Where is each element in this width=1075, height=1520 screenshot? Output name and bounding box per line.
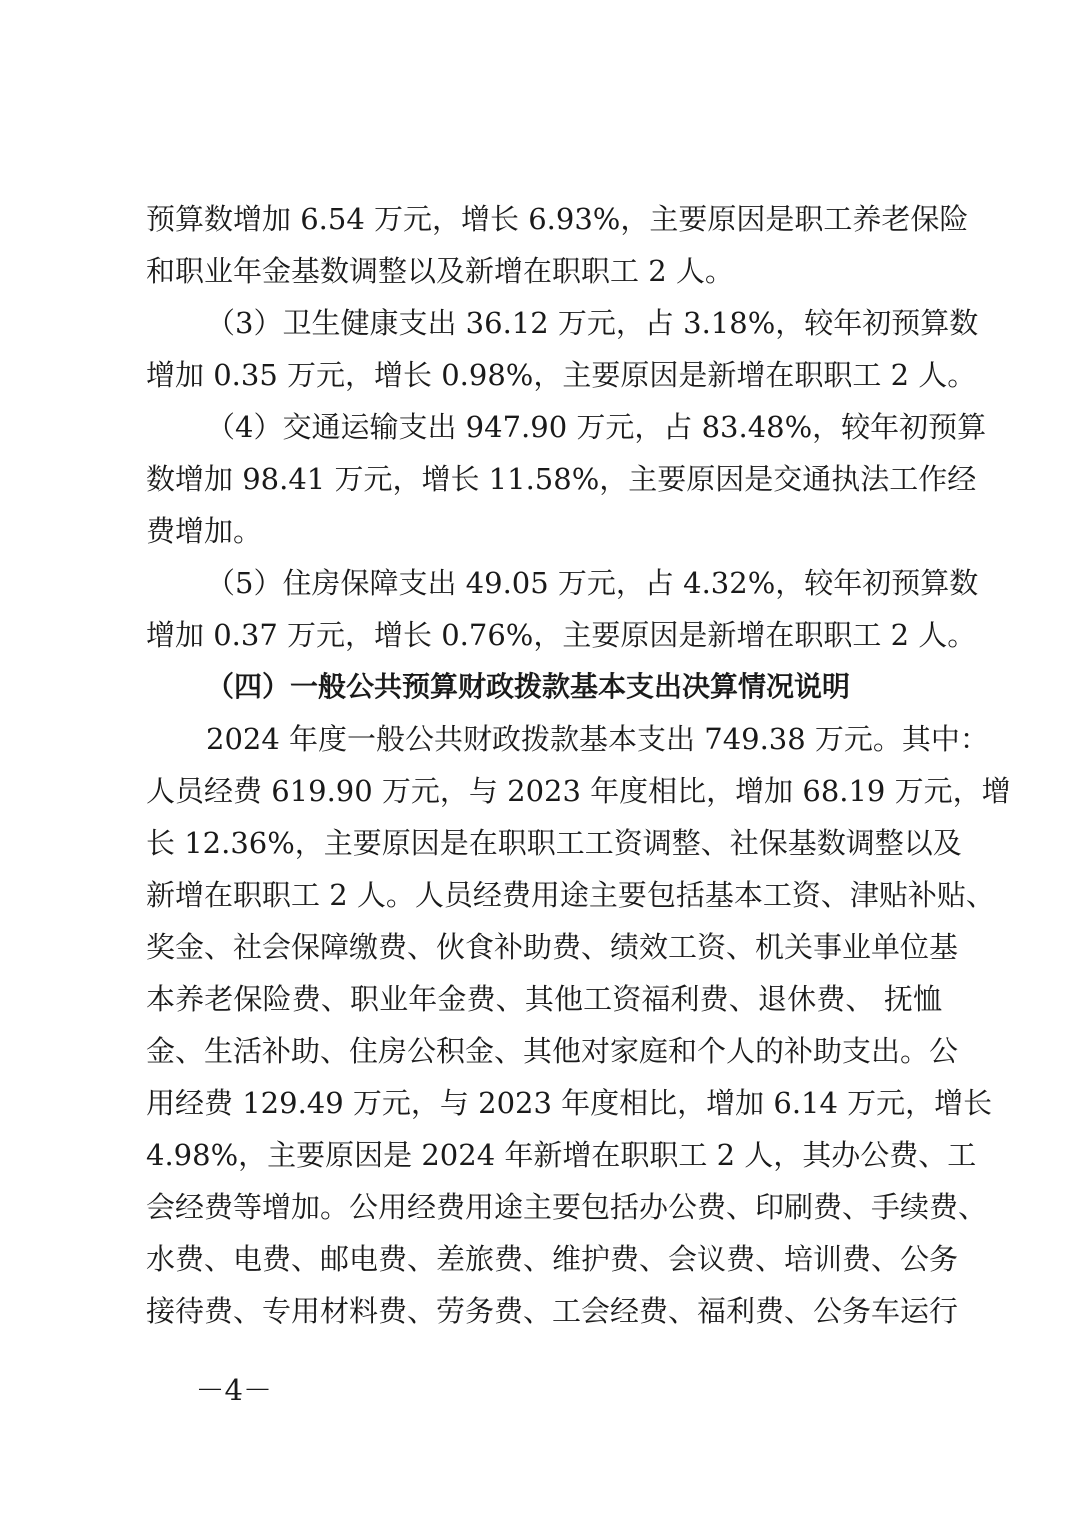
body-text-line: 本养老保险费、职业年金费、其他工资福利费、退休费、 抚恤 [146, 982, 942, 1016]
body-text-line: 人员经费 619.90 万元，与 2023 年度相比，增加 68.19 万元，增 [146, 774, 1011, 808]
body-text-line: 增加 0.37 万元，增长 0.76%，主要原因是新增在职职工 2 人。 [146, 618, 977, 652]
body-text-line: 增加 0.35 万元，增长 0.98%，主要原因是新增在职职工 2 人。 [146, 358, 977, 392]
body-text-line: 预算数增加 6.54 万元，增长 6.93%，主要原因是职工养老保险 [146, 202, 969, 236]
body-text-line: （3）卫生健康支出 36.12 万元，占 3.18%，较年初预算数 [206, 306, 979, 340]
body-text-line: 2024 年度一般公共财政拨款基本支出 749.38 万元。其中： [206, 722, 989, 756]
section-heading: （四）一般公共预算财政拨款基本支出决算情况说明 [206, 670, 851, 703]
body-text-line: 费增加。 [146, 514, 263, 548]
body-text-line: 4.98%，主要原因是 2024 年新增在职职工 2 人，其办公费、工 [146, 1138, 977, 1172]
page-number: －4－ [195, 1373, 272, 1407]
body-text-line: 接待费、专用材料费、劳务费、工会经费、福利费、公务车运行 [146, 1294, 959, 1328]
body-text-line: （5）住房保障支出 49.05 万元，占 4.32%，较年初预算数 [206, 566, 979, 600]
body-text-line: 数增加 98.41 万元，增长 11.58%，主要原因是交通执法工作经 [146, 462, 977, 496]
body-text-line: 会经费等增加。公用经费用途主要包括办公费、印刷费、手续费、 [146, 1190, 988, 1224]
body-text-line: 水费、电费、邮电费、差旅费、维护费、会议费、培训费、公务 [146, 1242, 959, 1276]
body-text-line: 用经费 129.49 万元，与 2023 年度相比，增加 6.14 万元，增长 [146, 1086, 993, 1120]
body-text-line: 金、生活补助、住房公积金、其他对家庭和个人的补助支出。公 [146, 1034, 959, 1068]
body-text-line: 长 12.36%，主要原因是在职职工工资调整、社保基数调整以及 [146, 826, 962, 860]
body-text-line: 新增在职职工 2 人。人员经费用途主要包括基本工资、津贴补贴、 [146, 878, 995, 912]
body-text-line: （4）交通运输支出 947.90 万元，占 83.48%，较年初预算 [206, 410, 987, 444]
body-text-line: 和职业年金基数调整以及新增在职职工 2 人。 [146, 254, 734, 288]
body-text-line: 奖金、社会保障缴费、伙食补助费、绩效工资、机关事业单位基 [146, 930, 959, 964]
